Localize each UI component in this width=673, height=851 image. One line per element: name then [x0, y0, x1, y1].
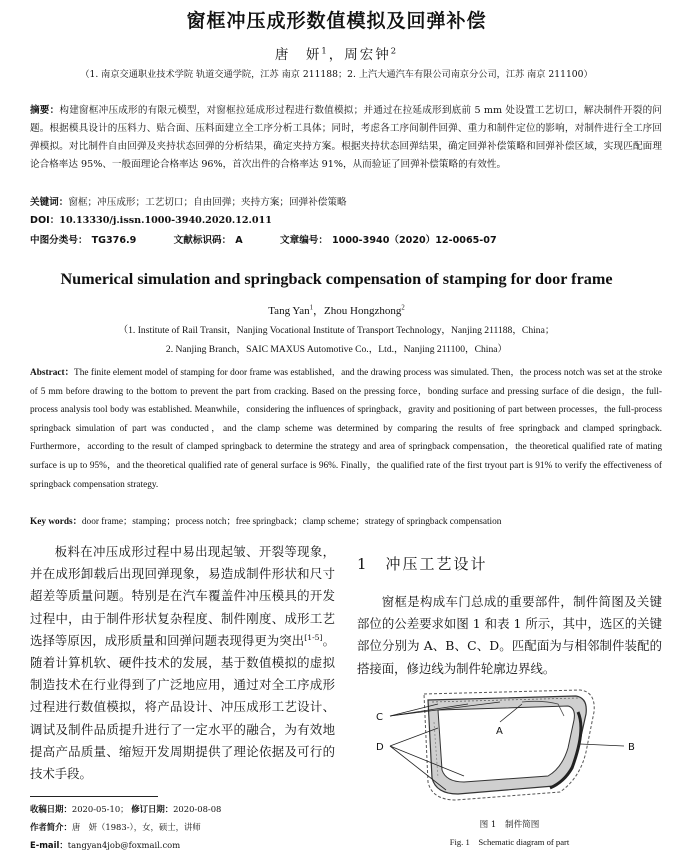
- chinese-abstract: [30, 102, 662, 174]
- figure-part-schematic: [372, 682, 662, 812]
- section-heading: 1 冲压工艺设计: [357, 555, 488, 573]
- citation-ref: [1-5]: [304, 632, 323, 642]
- doc-code-label: 文献标识码：: [173, 235, 232, 246]
- en-keywords-text: door frame；stamping；process notch；free springback；clamp scheme；strategy of springback compensation: [81, 517, 502, 527]
- figure-label-c: C: [376, 712, 383, 723]
- intro-paragraph: 板料在冲压成形过程中易出现起皱、开裂等现象，并在成形卸载后出现回弹现象，易造成制件形状和尺寸超差等质量问题。特别是在汽车覆盖件冲压模具的开发过程中，由于制件形状复杂程度、制件刚度、成形工艺选择等原因，成形质量和回弹问题表现得更为突出[1-5]。随着计算机软、硬件技术的发展，基于数值模拟的虚拟制造技术在行业得到了广泛地应用，通过对全工序成形过程进行数值模拟，将产品设计、冲压成形工艺设计、调试及制件品质提升进行了一定水平的融合，为有效地提高产品质量、缩短开发周期提供了理论依据及可行的技术手段。: [30, 544, 336, 782]
- clc-label: 中图分类号：: [30, 235, 88, 246]
- en-author-1: Tang Yan: [268, 305, 310, 317]
- clc-value: TG376.9: [91, 235, 137, 246]
- doi-value: 10.13330/j.issn.1000-3940.2020.12.011: [59, 215, 272, 226]
- footnote-divider: [30, 796, 158, 797]
- keywords-label: 关键词：: [30, 197, 69, 208]
- article-no-label: 文章编号：: [280, 235, 328, 246]
- figure-label-a: A: [496, 726, 503, 737]
- english-affiliation-2: 2. Nanjing Branch，SAIC MAXUS Automotive Co.，Ltd.，Nanjing 211100，China）: [165, 344, 508, 355]
- part-schematic-drawing: [372, 682, 662, 812]
- author-2-affil: 2: [390, 45, 399, 56]
- classification-row: [30, 232, 497, 246]
- footnote-dates: 收稿日期：2020-05-10； 修订日期：2020-08-08: [30, 804, 222, 814]
- chinese-affiliation: （1. 南京交通职业技术学院 轨道交通学院，江苏 南京 211188；2. 上汽大通汽车有限公司南京分公司，江苏 南京 211100）: [80, 69, 593, 80]
- english-abstract: [30, 364, 662, 494]
- doi-line: [30, 212, 662, 230]
- en-abstract-label: Abstract：: [30, 368, 75, 378]
- figure-label-b: B: [628, 742, 635, 753]
- english-affiliation-1: （1. Institute of Rail Transit，Nanjing Vocational Institute of Transport Technology，Nanjing 211188，China；: [118, 325, 555, 336]
- english-title: Numerical simulation and springback compensation of stamping for door frame: [60, 270, 613, 288]
- chinese-title: 窗框冲压成形数值模拟及回弹补偿: [186, 10, 487, 32]
- en-author-2-affil: 2: [401, 304, 405, 312]
- section-paragraph: 窗框是构成车门总成的重要部件，制件简图及关键部位的公差要求如图 1 和表 1 所示，其中，选区的关键部位分别为 A、B、C、D。匹配面为与相邻制件装配的搭接面，修边线为制件轮廓边界线。: [357, 594, 662, 676]
- abstract-text: 构建窗框冲压成形的有限元模型，对窗框拉延成形过程进行数值模拟；并通过在拉延成形到底前 5 mm 处设置工艺切口，解决制件开裂的问题。根据模具设计的压料力、贴合面、压料面建立全工序分析工具体；同时，考虑各工序间制件回弹、重力和制件定位的影响，对制件进行全工序回弹模拟。对比制件自由回弹及夹持状态回弹的分析结果，确定夹持方案。根据夹持状态回弹结果，确定回弹补偿策略和回弹补偿区域，实现匹配面理论合格率达 95%、一般面理论合格率达 96%，首次出件的合格率达 91%，从而验证了回弹补偿策略的有效性。: [30, 105, 662, 170]
- doi-label: DOI：: [30, 215, 60, 226]
- author-1-affil: 1: [321, 45, 329, 56]
- keywords-text: 窗框；冲压成形；工艺切口；自由回弹；夹持方案；回弹补偿策略: [68, 197, 347, 208]
- english-authors: [0, 302, 673, 318]
- chinese-authors: [0, 43, 673, 63]
- en-author-1-affil: 1: [309, 304, 314, 312]
- footnote-email: E-mail：tangyan4job@foxmail.com: [30, 840, 181, 850]
- en-abstract-text: The finite element model of stamping for door frame was established，and the drawing process was simulated. Then，the process notch was set at the stroke of 5 mm before drawing to the bottom to prevent the part from cracking. Based on the pressing force，bonding surface and pressing surface of die design，the full-process analysis tool body was established. Meanwhile，considering the influences of springback，gravity and positioning of part between processes，the full-process springback simulation of part was conducted，and the clamp scheme was determined by comparing the results of free springback and clamped springback. Furthermore，according to the result of clamped springback to determine the strategy and area of springback compensation，the theoretical qualified rate of mating surface is up to 95%，and the theoretical qualified rate of general surface is 96%. Finally，the qualified rate of the first tryout part is 91% to verify the effectiveness of springback compensation strategy.: [30, 368, 662, 490]
- en-author-2: ，Zhou Hongzhong: [313, 305, 402, 317]
- author-1: 唐 妍: [274, 47, 322, 63]
- author-2: ，周宏钟: [328, 47, 391, 63]
- footnote-author-bio: 作者简介：唐 妍（1983-），女，硕士，讲师: [30, 822, 201, 832]
- english-keywords: [30, 513, 662, 532]
- figure-caption-chinese: 图 1 制件简图: [479, 820, 540, 830]
- en-keywords-label: Key words：: [30, 517, 82, 527]
- article-no-value: 1000-3940（2020）12-0065-07: [331, 235, 497, 246]
- chinese-keywords: [30, 194, 662, 212]
- figure-label-d: D: [376, 742, 384, 753]
- abstract-label: 摘要：: [30, 105, 60, 116]
- author-email-link[interactable]: tangyan4job@foxmail.com: [67, 840, 181, 850]
- figure-caption-english: Fig. 1 Schematic diagram of part: [449, 837, 570, 847]
- doc-code-value: A: [235, 235, 243, 246]
